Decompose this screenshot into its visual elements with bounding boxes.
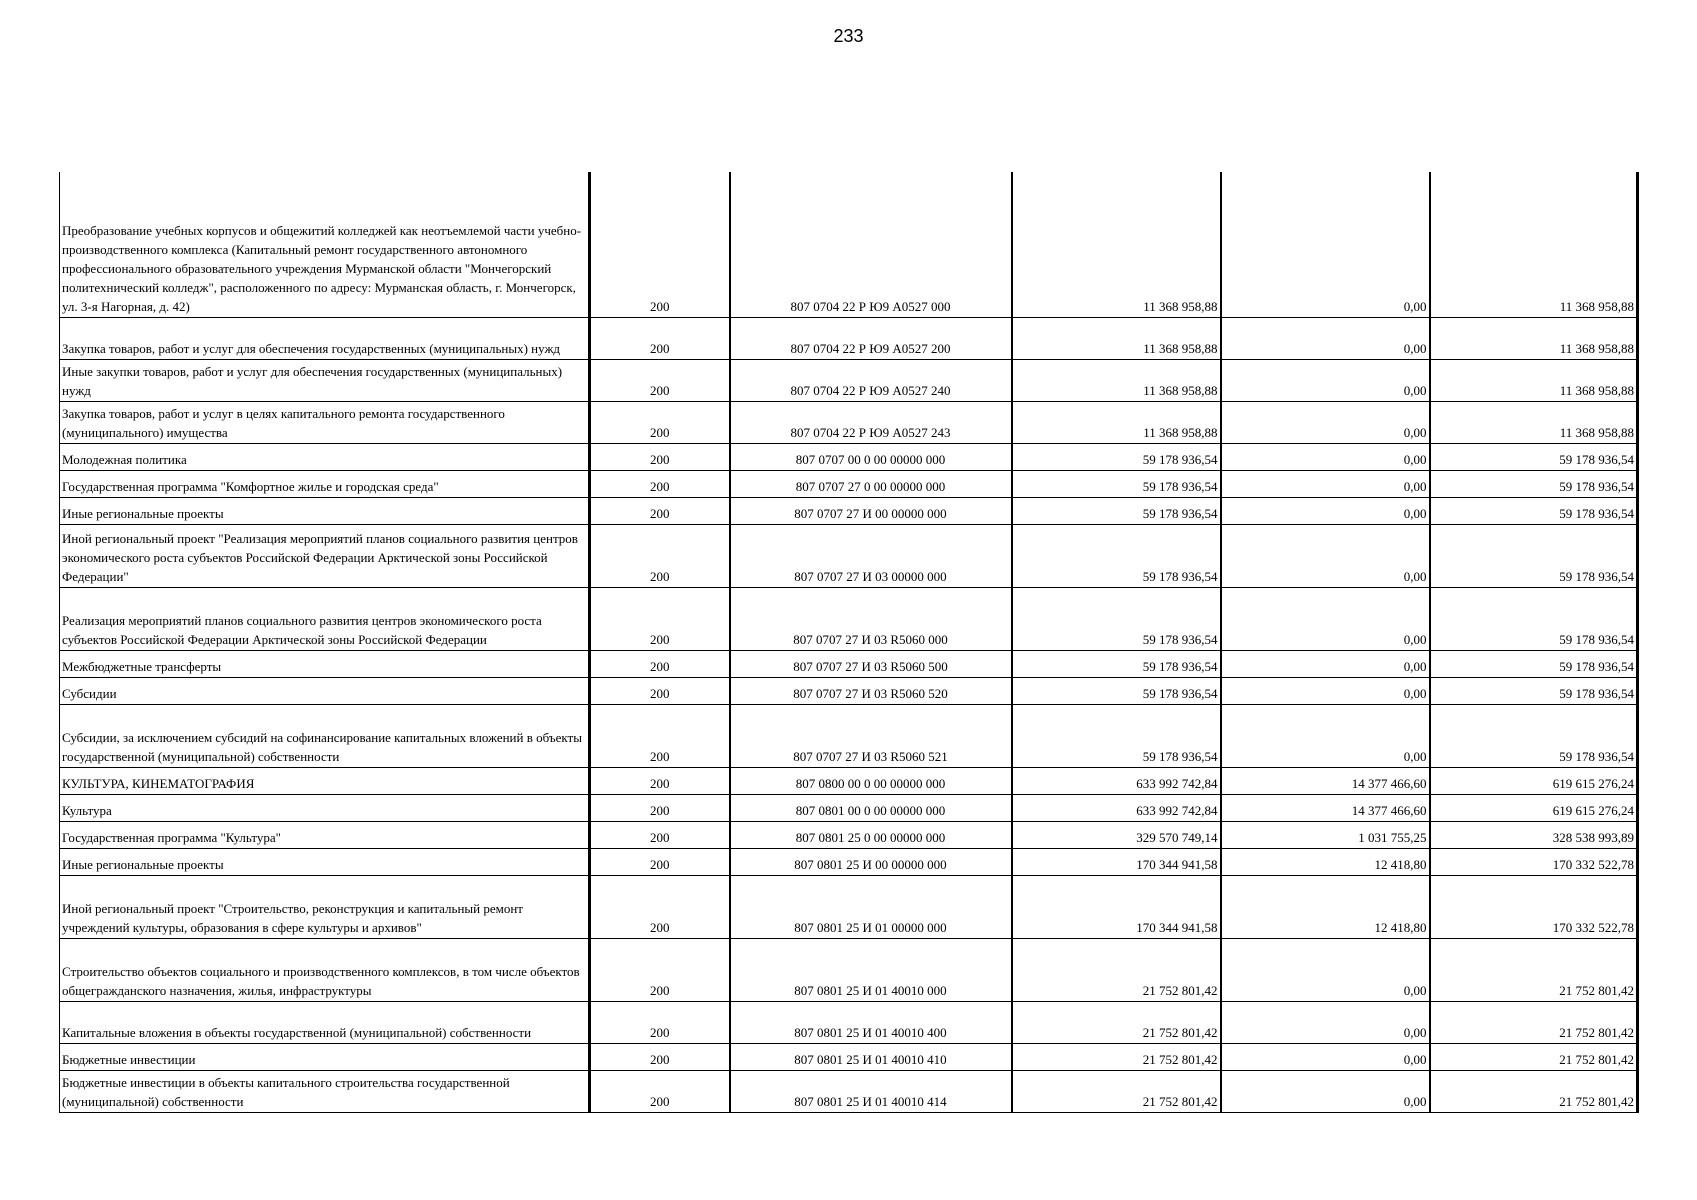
table-row: [60, 1043, 1638, 1070]
row-name: Строительство объектов социального и производственного комплексов, в том числе объектов общегражданского назначения, жилья, инфраструктуры: [60, 938, 590, 1001]
row-amount-1: 11 368 958,88: [1012, 359, 1221, 401]
row-kbk: 807 0707 27 И 03 R5060 520: [730, 677, 1012, 704]
row-amount-2: 1 031 755,25: [1221, 821, 1430, 848]
row-amount-3: 59 178 936,54: [1430, 443, 1638, 470]
row-kbk: 807 0707 27 И 03 R5060 000: [730, 587, 1012, 650]
table-row: [60, 317, 1638, 359]
row-code: 200: [590, 938, 730, 1001]
row-amount-2: 0,00: [1221, 1070, 1430, 1112]
row-name: Иные региональные проекты: [60, 848, 590, 875]
row-code: 200: [590, 497, 730, 524]
row-amount-3: 11 368 958,88: [1430, 172, 1638, 317]
row-amount-3: 59 178 936,54: [1430, 524, 1638, 587]
row-name: Иные региональные проекты: [60, 497, 590, 524]
row-amount-2: 0,00: [1221, 497, 1430, 524]
row-amount-1: 11 368 958,88: [1012, 317, 1221, 359]
row-amount-1: 170 344 941,58: [1012, 848, 1221, 875]
row-name: Субсидии: [60, 677, 590, 704]
row-code: 200: [590, 1001, 730, 1043]
row-amount-3: 619 615 276,24: [1430, 794, 1638, 821]
row-code: 200: [590, 848, 730, 875]
row-name: Молодежная политика: [60, 443, 590, 470]
row-name: Бюджетные инвестиции в объекты капитального строительства государственной (муниципальной) собственности: [60, 1070, 590, 1112]
row-amount-1: 59 178 936,54: [1012, 443, 1221, 470]
row-amount-2: 12 418,80: [1221, 875, 1430, 938]
row-amount-1: 633 992 742,84: [1012, 794, 1221, 821]
row-kbk: 807 0801 25 0 00 00000 000: [730, 821, 1012, 848]
table-row: [60, 524, 1638, 587]
row-amount-2: 12 418,80: [1221, 848, 1430, 875]
row-amount-2: 0,00: [1221, 317, 1430, 359]
row-amount-1: 11 368 958,88: [1012, 172, 1221, 317]
row-amount-1: 21 752 801,42: [1012, 1001, 1221, 1043]
row-amount-3: 11 368 958,88: [1430, 317, 1638, 359]
row-code: 200: [590, 172, 730, 317]
row-amount-3: 328 538 993,89: [1430, 821, 1638, 848]
row-amount-1: 59 178 936,54: [1012, 470, 1221, 497]
budget-table-body: [60, 172, 1638, 1112]
row-amount-3: 59 178 936,54: [1430, 587, 1638, 650]
row-kbk: 807 0801 25 И 01 40010 000: [730, 938, 1012, 1001]
row-amount-1: 21 752 801,42: [1012, 938, 1221, 1001]
table-row: [60, 848, 1638, 875]
row-amount-2: 0,00: [1221, 401, 1430, 443]
row-amount-1: 633 992 742,84: [1012, 767, 1221, 794]
row-name: Закупка товаров, работ и услуг в целях капитального ремонта государственного (муниципального) имущества: [60, 401, 590, 443]
row-kbk: 807 0801 25 И 00 00000 000: [730, 848, 1012, 875]
row-amount-2: 0,00: [1221, 524, 1430, 587]
row-amount-2: 14 377 466,60: [1221, 767, 1430, 794]
row-code: 200: [590, 821, 730, 848]
row-code: 200: [590, 1070, 730, 1112]
row-amount-2: 0,00: [1221, 1001, 1430, 1043]
row-amount-2: 14 377 466,60: [1221, 794, 1430, 821]
row-amount-3: 59 178 936,54: [1430, 677, 1638, 704]
row-code: 200: [590, 524, 730, 587]
row-kbk: 807 0800 00 0 00 00000 000: [730, 767, 1012, 794]
row-name: КУЛЬТУРА, КИНЕМАТОГРАФИЯ: [60, 767, 590, 794]
table-row: [60, 650, 1638, 677]
row-code: 200: [590, 767, 730, 794]
table-row: [60, 470, 1638, 497]
row-amount-3: 59 178 936,54: [1430, 704, 1638, 767]
row-amount-1: 59 178 936,54: [1012, 650, 1221, 677]
row-amount-1: 21 752 801,42: [1012, 1070, 1221, 1112]
row-kbk: 807 0801 25 И 01 00000 000: [730, 875, 1012, 938]
row-code: 200: [590, 470, 730, 497]
row-amount-1: 59 178 936,54: [1012, 497, 1221, 524]
row-amount-2: 0,00: [1221, 938, 1430, 1001]
table-row: [60, 401, 1638, 443]
row-amount-3: 11 368 958,88: [1430, 359, 1638, 401]
row-code: 200: [590, 650, 730, 677]
row-name: Субсидии, за исключением субсидий на софинансирование капитальных вложений в объекты государственной (муниципальной) собственности: [60, 704, 590, 767]
table-row: [60, 587, 1638, 650]
row-amount-2: 0,00: [1221, 650, 1430, 677]
table-row: [60, 172, 1638, 317]
row-kbk: 807 0801 25 И 01 40010 414: [730, 1070, 1012, 1112]
table-row: [60, 794, 1638, 821]
row-name: Иной региональный проект "Реализация мероприятий планов социального развития центров экономического роста субъектов Российской Федерации Арктической зоны Российской Федерации": [60, 524, 590, 587]
row-amount-3: 21 752 801,42: [1430, 938, 1638, 1001]
row-code: 200: [590, 677, 730, 704]
row-amount-3: 21 752 801,42: [1430, 1070, 1638, 1112]
table-row: [60, 821, 1638, 848]
row-amount-1: 11 368 958,88: [1012, 401, 1221, 443]
row-amount-2: 0,00: [1221, 359, 1430, 401]
row-name: Межбюджетные трансферты: [60, 650, 590, 677]
row-amount-3: 59 178 936,54: [1430, 497, 1638, 524]
row-amount-1: 21 752 801,42: [1012, 1043, 1221, 1070]
row-amount-2: 0,00: [1221, 443, 1430, 470]
row-amount-1: 329 570 749,14: [1012, 821, 1221, 848]
row-code: 200: [590, 794, 730, 821]
row-amount-2: 0,00: [1221, 704, 1430, 767]
table-row: [60, 1070, 1638, 1112]
table-row: [60, 497, 1638, 524]
row-name: Реализация мероприятий планов социального развития центров экономического роста субъектов Российской Федерации Арктической зоны Российской Федерации: [60, 587, 590, 650]
row-amount-2: 0,00: [1221, 677, 1430, 704]
row-code: 200: [590, 359, 730, 401]
row-code: 200: [590, 401, 730, 443]
row-code: 200: [590, 1043, 730, 1070]
row-amount-2: 0,00: [1221, 470, 1430, 497]
row-amount-1: 59 178 936,54: [1012, 704, 1221, 767]
row-name: Капитальные вложения в объекты государственной (муниципальной) собственности: [60, 1001, 590, 1043]
row-kbk: 807 0707 27 0 00 00000 000: [730, 470, 1012, 497]
row-code: 200: [590, 875, 730, 938]
budget-table: [59, 172, 1639, 1113]
row-name: Иной региональный проект "Строительство, реконструкция и капитальный ремонт учреждений культуры, образования в сфере культуры и архивов": [60, 875, 590, 938]
row-code: 200: [590, 587, 730, 650]
row-amount-3: 619 615 276,24: [1430, 767, 1638, 794]
row-amount-3: 170 332 522,78: [1430, 875, 1638, 938]
row-kbk: 807 0704 22 Р Ю9 А0527 200: [730, 317, 1012, 359]
row-kbk: 807 0707 27 И 03 00000 000: [730, 524, 1012, 587]
row-kbk: 807 0704 22 Р Ю9 А0527 000: [730, 172, 1012, 317]
row-name: Государственная программа "Комфортное жилье и городская среда": [60, 470, 590, 497]
row-amount-3: 21 752 801,42: [1430, 1043, 1638, 1070]
row-kbk: 807 0707 27 И 00 00000 000: [730, 497, 1012, 524]
row-kbk: 807 0704 22 Р Ю9 А0527 243: [730, 401, 1012, 443]
row-amount-3: 59 178 936,54: [1430, 470, 1638, 497]
row-kbk: 807 0704 22 Р Ю9 А0527 240: [730, 359, 1012, 401]
row-name: Преобразование учебных корпусов и общежитий колледжей как неотъемлемой части учебно-производственного комплекса (Капитальный ремонт государственного автономного профессионального образовательного учреждения Мурманской области "Мончегорский политехнический колледж", расположенного по адресу: Мурманская область, г. Мончегорск, ул. 3-я Нагорная, д. 42): [60, 172, 590, 317]
row-amount-3: 170 332 522,78: [1430, 848, 1638, 875]
table-row: [60, 677, 1638, 704]
row-amount-1: 59 178 936,54: [1012, 677, 1221, 704]
row-amount-2: 0,00: [1221, 587, 1430, 650]
row-amount-1: 59 178 936,54: [1012, 524, 1221, 587]
row-amount-1: 170 344 941,58: [1012, 875, 1221, 938]
row-code: 200: [590, 317, 730, 359]
row-amount-2: 0,00: [1221, 172, 1430, 317]
row-code: 200: [590, 443, 730, 470]
table-row: [60, 767, 1638, 794]
row-amount-3: 59 178 936,54: [1430, 650, 1638, 677]
page-number: 233: [833, 26, 864, 46]
row-code: 200: [590, 704, 730, 767]
row-amount-3: 21 752 801,42: [1430, 1001, 1638, 1043]
row-kbk: 807 0801 25 И 01 40010 400: [730, 1001, 1012, 1043]
table-row: [60, 1001, 1638, 1043]
row-name: Бюджетные инвестиции: [60, 1043, 590, 1070]
row-amount-1: 59 178 936,54: [1012, 587, 1221, 650]
row-name: Культура: [60, 794, 590, 821]
row-name: Иные закупки товаров, работ и услуг для обеспечения государственных (муниципальных) нужд: [60, 359, 590, 401]
row-amount-2: 0,00: [1221, 1043, 1430, 1070]
row-kbk: 807 0801 25 И 01 40010 410: [730, 1043, 1012, 1070]
row-name: Государственная программа "Культура": [60, 821, 590, 848]
table-row: [60, 875, 1638, 938]
table-row: [60, 704, 1638, 767]
row-kbk: 807 0707 00 0 00 00000 000: [730, 443, 1012, 470]
row-kbk: 807 0707 27 И 03 R5060 500: [730, 650, 1012, 677]
row-name: Закупка товаров, работ и услуг для обеспечения государственных (муниципальных) нужд: [60, 317, 590, 359]
table-row: [60, 359, 1638, 401]
row-kbk: 807 0707 27 И 03 R5060 521: [730, 704, 1012, 767]
table-row: [60, 443, 1638, 470]
row-amount-3: 11 368 958,88: [1430, 401, 1638, 443]
row-kbk: 807 0801 00 0 00 00000 000: [730, 794, 1012, 821]
table-row: [60, 938, 1638, 1001]
